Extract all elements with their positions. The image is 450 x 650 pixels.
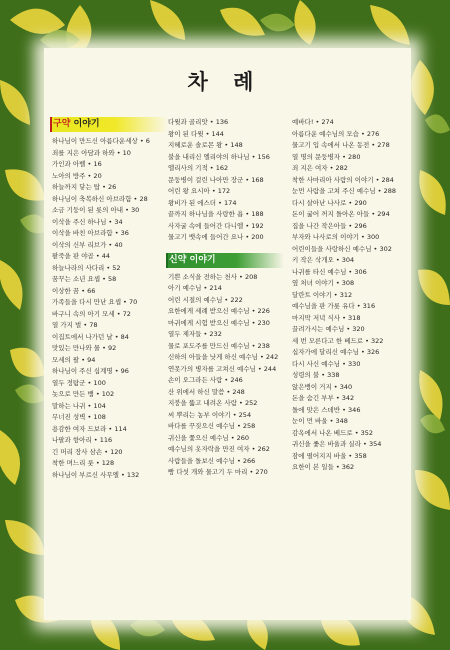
- toc-entry: 이삭을 주신 하나님 • 34: [52, 217, 123, 226]
- toc-entry: 하늘까지 닿는 탑 • 26: [52, 183, 117, 191]
- toc-entry: 소금 기둥이 된 롯의 아내 • 30: [52, 206, 140, 214]
- toc-entry: 예수님의 옷자락을 만진 여자 • 262: [168, 445, 270, 453]
- toc-entry: 신하의 아들을 낫게 하신 예수님 • 242: [168, 353, 279, 361]
- new-testament-list-continued: [290, 117, 412, 474]
- toc-entry: 손이 오그라든 사람 • 246: [168, 376, 243, 384]
- toc-entry: 요한이 본 일들 • 362: [292, 463, 355, 471]
- toc-entry: 가인과 아벨 • 16: [52, 160, 102, 168]
- toc-entry: 이집트에서 나가던 날 • 84: [52, 332, 129, 341]
- toc-entry: 다시 사신 예수님 • 330: [292, 359, 361, 368]
- toc-entry: 눈이 먼 바울 • 348: [292, 417, 348, 425]
- old-testament-heading: [50, 117, 168, 132]
- new-testament-heading: [166, 253, 284, 268]
- toc-entry: 열두 정탐군 • 100: [52, 378, 106, 387]
- toc-entry: 맛있는 만나와 물 • 92: [52, 344, 117, 352]
- toc-entry: 눈먼 사람을 고쳐 주신 예수님 • 288: [292, 187, 396, 195]
- toc-entry: 다시 살아난 나사로 • 290: [292, 198, 367, 207]
- toc-entry: 씨 뿌리는 농부 이야기 • 254: [168, 410, 252, 419]
- toc-entry: 물고기 뱃속에 들어간 요나 • 200: [168, 233, 264, 241]
- old-testament-list: [50, 136, 168, 481]
- toc-entry: 달란트 이야기 • 312: [292, 290, 353, 299]
- toc-entry: 물로 포도주를 만드신 예수님 • 238: [168, 341, 270, 350]
- toc-entry: 무너진 성벽 • 108: [52, 413, 106, 421]
- toc-entry: 하나님이 주신 십계명 • 96: [52, 367, 129, 375]
- toc-entry: 죄를 지은 아담과 하와 • 10: [52, 148, 131, 157]
- toc-entry: 집을 나간 작은아들 • 296: [292, 221, 367, 230]
- old-testament-heading-prefix: 구약: [53, 119, 71, 129]
- toc-entry: 하나님이 부르신 사무엘 • 132: [52, 470, 140, 479]
- toc-entry: 마지막 저녁 식사 • 318: [292, 313, 361, 322]
- toc-entry: 귀신을 쫓으신 예수님 • 260: [168, 433, 250, 442]
- toc-entry: 이삭의 신부 리브가 • 40: [52, 240, 123, 249]
- toc-entry: 죄 지은 여자 • 282: [292, 164, 348, 172]
- toc-entry: 마귀에게 시험 받으신 예수님 • 230: [168, 318, 270, 327]
- toc-entry: 노아의 방주 • 20: [52, 171, 102, 180]
- toc-column-1: [50, 117, 168, 481]
- toc-entry: 이삭을 바친 아브라함 • 36: [52, 229, 129, 237]
- section-spacer: [166, 244, 284, 253]
- toc-entry: 예수님을 판 가룟 유다 • 316: [292, 302, 376, 310]
- toc-entry: 용감한 여자 드보라 • 114: [52, 424, 127, 433]
- toc-entry: 왕비가 된 에스더 • 174: [168, 198, 237, 207]
- toc-entry: 다윗과 골리앗 • 136: [168, 118, 229, 126]
- old-testament-heading-suffix: 이야기: [70, 119, 100, 129]
- toc-entry: 가족들을 다시 만난 요셉 • 70: [52, 298, 138, 306]
- toc-entry: 말하는 나귀 • 104: [52, 401, 106, 410]
- new-testament-heading-prefix: 신약: [169, 254, 187, 265]
- toc-entry: 잠에 떨어지지 바울 • 358: [292, 451, 367, 460]
- new-testament-list: [166, 272, 284, 479]
- toc-entry: 나귀를 타신 예수님 • 306: [292, 267, 367, 276]
- toc-entry: 귀신을 좇은 바울과 실라 • 354: [292, 440, 382, 448]
- toc-entry: 착한 며느리 룻 • 128: [52, 459, 115, 467]
- toc-entry: 감옥에서 나온 베드로 • 352: [292, 428, 374, 437]
- toc-entry: 하나님이 축복하신 아브라함 • 28: [52, 194, 148, 203]
- toc-entry: 키 작은 삭개오 • 304: [292, 256, 355, 264]
- toc-entry: 긴 머리 장사 삼손 • 120: [52, 447, 123, 456]
- toc-entry: 어린이들을 사랑하신 예수님 • 302: [292, 244, 392, 253]
- toc-entry: 앉은뱅이 거지 • 340: [292, 382, 353, 391]
- toc-entry: 아기 예수님 • 214: [168, 284, 222, 292]
- toc-entry: 십자가에 달리신 예수님 • 326: [292, 348, 380, 356]
- toc-entry: 아름다운 예수님의 모습 • 276: [292, 129, 380, 138]
- toc-entry: 팥죽을 판 야곱 • 44: [52, 252, 111, 260]
- toc-entry: 착한 사마리아 사람의 이야기 • 284: [292, 175, 394, 184]
- toc-entry: 사자굴 속에 들어간 다니엘 • 192: [168, 221, 264, 230]
- toc-entry: 지붕을 뚫고 내려온 사람 • 252: [168, 399, 258, 407]
- toc-entry: 열두 제자들 • 232: [168, 330, 222, 338]
- toc-entry: 놋으로 만든 뱀 • 102: [52, 390, 115, 398]
- toc-entry: 돌에 맞은 스데반 • 346: [292, 405, 361, 414]
- page-title: 차 례: [187, 70, 263, 94]
- toc-entry: 엘리사의 기적 • 162: [168, 164, 229, 172]
- toc-entry: 불을 내리신 엘리야의 하나님 • 156: [168, 152, 270, 161]
- toc-entry: 꿈꾸는 소년 요셉 • 58: [52, 275, 117, 283]
- toc-entry: 문둥병이 걸린 나아만 장군 • 168: [168, 175, 264, 184]
- toc-entry: 왕이 된 다윗 • 144: [168, 129, 224, 138]
- toc-entry: 열 명의 문둥병자 • 280: [292, 152, 361, 161]
- toc-entry: 예바다! • 274: [292, 118, 334, 126]
- toc-entry: 기쁜 소식을 전하는 천사 • 208: [168, 272, 258, 281]
- toc-entry: 이상한 꿈 • 66: [52, 286, 96, 295]
- toc-entry: 바다를 꾸짖으신 예수님 • 258: [168, 422, 256, 430]
- toc-entry: 사람들을 돌보신 예수님 • 266: [168, 456, 256, 465]
- toc-entry: 물고기 입 속에서 나온 동전 • 278: [292, 141, 390, 149]
- toc-entry: 연못가의 병자를 고쳐신 예수님 • 244: [168, 364, 277, 373]
- toc-entry: 성령의 불 • 338: [292, 371, 340, 379]
- toc-entry: 요한에게 세례 받으신 예수님 • 226: [168, 307, 270, 315]
- toc-entry: 끝까지 하나님을 사랑한 욥 • 188: [168, 210, 264, 218]
- toc-entry: 하늘나라의 사다리 • 52: [52, 263, 121, 272]
- toc-column-2: [166, 117, 284, 479]
- toc-entry: 열 가지 벌 • 78: [52, 321, 98, 329]
- toc-entry: 모세의 팔 • 94: [52, 355, 96, 364]
- old-testament-list-continued: [166, 117, 284, 244]
- toc-column-3: [290, 117, 412, 474]
- toc-entry: 하나님이 만드신 아름다운세상 • 6: [52, 137, 150, 145]
- toc-entry: 세 번 모른다고 한 베드로 • 322: [292, 336, 384, 345]
- toc-entry: 지혜로운 솔로몬 왕 • 148: [168, 141, 243, 149]
- toc-entry: 나팔과 항아리 • 116: [52, 436, 113, 444]
- toc-entry: 어린 시절의 예수님 • 222: [168, 295, 243, 304]
- toc-entry: 어린 왕 요시아 • 172: [168, 187, 231, 195]
- new-testament-heading-suffix: 이야기: [186, 254, 216, 265]
- toc-entry: 산 위에서 하신 말씀 • 248: [168, 387, 245, 396]
- toc-entry: 돈이 굶어 꺼지 돌아온 아들 • 294: [292, 210, 390, 218]
- toc-entry: 부자와 나사로의 이야기 • 300: [292, 233, 380, 241]
- toc-entry: 옆 처녀 이야기 • 308: [292, 279, 355, 287]
- toc-entry: 돈을 숨긴 부부 • 342: [292, 394, 355, 402]
- toc-entry: 끌려가시는 예수님 • 320: [292, 325, 365, 333]
- toc-entry: 빵 다섯 개와 물고기 두 마리 • 270: [168, 468, 268, 476]
- toc-entry: 바구니 속의 아기 모세 • 72: [52, 309, 131, 318]
